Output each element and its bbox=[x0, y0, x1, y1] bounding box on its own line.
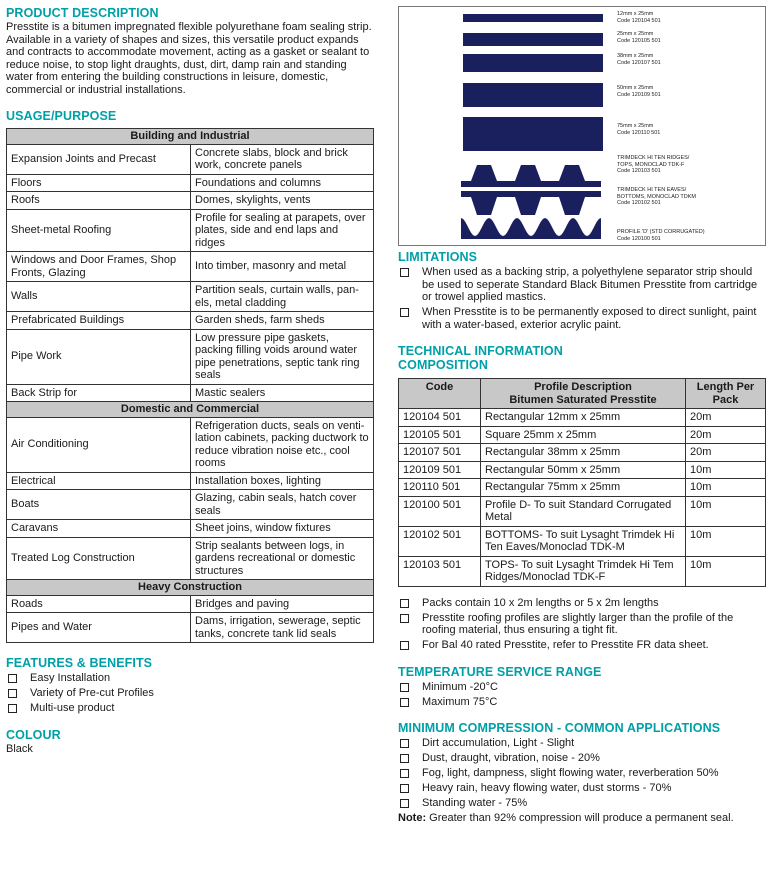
col-length-header-line2: Pack bbox=[712, 393, 739, 406]
note-text: Greater than 92% compression will produce a permanent seal. bbox=[426, 812, 734, 824]
usage-detail: Glazing, cabin seals, hatch cover seals bbox=[191, 490, 374, 520]
usage-application: Electrical bbox=[7, 472, 191, 490]
usage-application: Roads bbox=[7, 595, 191, 613]
composition-length: 10m bbox=[686, 496, 766, 526]
usage-detail: Refrigeration ducts, seals on venti-lation cabinets, packing ductwork to reduce vibration noise etc., cool rooms bbox=[191, 417, 374, 472]
usage-section-row bbox=[7, 580, 374, 596]
technical-heading-line2: COMPOSITION bbox=[398, 358, 488, 372]
features-heading: FEATURES & BENEFITS bbox=[6, 656, 153, 670]
profile-label-line: PROFILE 'D' (STD CORRUGATED) bbox=[617, 229, 705, 235]
feature-item: Easy Installation bbox=[6, 672, 374, 685]
temperature-item: Maximum 75°C bbox=[398, 696, 766, 709]
usage-section-row bbox=[7, 129, 374, 145]
usage-detail: Foundations and columns bbox=[191, 174, 374, 192]
profile-strip-rect bbox=[463, 83, 603, 107]
composition-length: 20m bbox=[686, 426, 766, 444]
profile-strip-shaped bbox=[461, 211, 611, 243]
usage-application: Walls bbox=[7, 282, 191, 312]
composition-row bbox=[399, 461, 766, 479]
profile-strip-rect bbox=[463, 14, 603, 22]
usage-application: Expansion Joints and Precast bbox=[7, 144, 191, 174]
profile-label-line: 12mm x 25mm bbox=[617, 11, 654, 17]
usage-row bbox=[7, 490, 374, 520]
composition-row bbox=[399, 556, 766, 586]
col-profile-header-line1: Profile Description bbox=[534, 381, 632, 393]
usage-detail: Low pressure pipe gaskets, packing filling voids around water pipe penetrations, septic tank ring seals bbox=[191, 329, 374, 384]
compression-item: Dirt accumulation, Light - Slight bbox=[398, 737, 766, 750]
usage-application: Pipes and Water bbox=[7, 613, 191, 643]
usage-table bbox=[6, 128, 374, 643]
composition-code: 120103 501 bbox=[399, 556, 481, 586]
colour-heading: COLOUR bbox=[6, 727, 61, 742]
usage-row bbox=[7, 613, 374, 643]
usage-row bbox=[7, 174, 374, 192]
usage-detail: Dams, irrigation, sewerage, septic tanks, concrete tank lid seals bbox=[191, 613, 374, 643]
composition-row bbox=[399, 444, 766, 462]
usage-detail: Mastic sealers bbox=[191, 384, 374, 402]
usage-detail: Partition seals, curtain walls, pan-els, metal cladding bbox=[191, 282, 374, 312]
usage-row bbox=[7, 472, 374, 490]
composition-code: 120110 501 bbox=[399, 479, 481, 497]
composition-row bbox=[399, 526, 766, 556]
composition-profile: Square 25mm x 25mm bbox=[481, 426, 686, 444]
usage-application: Back Strip for bbox=[7, 384, 191, 402]
usage-application: Caravans bbox=[7, 520, 191, 538]
technical-note-item: Presstite roofing profiles are slightly larger than the profile of the roofing material, thus ensuring a tight fit. bbox=[398, 612, 766, 637]
composition-code: 120102 501 bbox=[399, 526, 481, 556]
profile-label-line: Code 120100 501 bbox=[617, 235, 661, 242]
usage-application: Pipe Work bbox=[7, 329, 191, 384]
profile-label bbox=[617, 155, 689, 175]
usage-detail: Garden sheds, farm sheds bbox=[191, 312, 374, 330]
composition-code: 120109 501 bbox=[399, 461, 481, 479]
composition-length: 20m bbox=[686, 444, 766, 462]
product-description-text: Presstite is a bitumen impregnated flexible polyurethane foam sealing strip. Available in a variety of shapes and sizes, this versatile product expands and contracts to accommodate movement, acting as a gasket or sealant to reduce noise, to stop light draughts, dust, dirt, damp rain and standing water from entering the building constructions in leisure, domestic, commercial or industrial installations. bbox=[6, 21, 372, 96]
limitations-list bbox=[398, 266, 766, 331]
profile-label-line: Code 120104 501 bbox=[617, 17, 661, 24]
usage-application: Windows and Door Frames, Shop Fronts, Glazing bbox=[7, 252, 191, 282]
profile-label-line: 38mm x 25mm bbox=[617, 53, 654, 59]
usage-row bbox=[7, 209, 374, 252]
usage-detail: Installation boxes, lighting bbox=[191, 472, 374, 490]
composition-length: 10m bbox=[686, 479, 766, 497]
usage-detail: Sheet joins, window fixtures bbox=[191, 520, 374, 538]
profile-strip-rect bbox=[463, 54, 603, 72]
col-code-header: Code bbox=[399, 379, 481, 409]
usage-heading: USAGE/PURPOSE bbox=[6, 109, 117, 123]
technical-heading-line1: TECHNICAL INFORMATION bbox=[398, 344, 563, 358]
usage-detail: Profile for sealing at parapets, over plates, side and end laps and ridges bbox=[191, 209, 374, 252]
composition-row bbox=[399, 496, 766, 526]
composition-profile: Rectangular 75mm x 25mm bbox=[481, 479, 686, 497]
usage-row bbox=[7, 312, 374, 330]
profile-strip-shaped bbox=[461, 157, 611, 189]
usage-application: Floors bbox=[7, 174, 191, 192]
profile-label-line: Code 120109 501 bbox=[617, 91, 661, 98]
col-profile-header-line2: Bitumen Saturated Presstite bbox=[509, 393, 657, 406]
col-profile-header bbox=[481, 379, 686, 409]
profile-label-line: Code 120105 501 bbox=[617, 37, 661, 44]
composition-length: 10m bbox=[686, 526, 766, 556]
profile-label-line: TRIMDECK HI TEN RIDGES/ bbox=[617, 155, 690, 161]
profile-label-line: Code 120103 501 bbox=[617, 168, 661, 174]
composition-row bbox=[399, 409, 766, 427]
usage-application: Boats bbox=[7, 490, 191, 520]
colour-value: Black bbox=[6, 742, 33, 755]
composition-profile: Rectangular 38mm x 25mm bbox=[481, 444, 686, 462]
profile-label-line: TOPS, MONOCLAD TDK-F bbox=[617, 161, 685, 168]
limitation-item: When used as a backing strip, a polyethylene separator strip should be used to seperate Standard Black Bitumen Presstite from cartridge or trowel applied mastics. bbox=[398, 266, 766, 304]
usage-row bbox=[7, 537, 374, 580]
compression-note bbox=[398, 812, 766, 825]
composition-table bbox=[398, 378, 766, 587]
composition-length: 10m bbox=[686, 556, 766, 586]
temperature-item: Minimum -20°C bbox=[398, 681, 766, 694]
col-length-header bbox=[686, 379, 766, 409]
usage-detail: Concrete slabs, block and brick work, concrete panels bbox=[191, 144, 374, 174]
technical-note-item: Packs contain 10 x 2m lengths or 5 x 2m lengths bbox=[398, 597, 766, 610]
profile-label bbox=[617, 229, 705, 242]
usage-row bbox=[7, 282, 374, 312]
profile-strip-rect bbox=[463, 117, 603, 151]
technical-note-item: For Bal 40 rated Presstite, refer to Presstite FR data sheet. bbox=[398, 639, 766, 652]
compression-item: Fog, light, dampness, slight flowing water, reverberation 50% bbox=[398, 767, 766, 780]
usage-application: Prefabricated Buildings bbox=[7, 312, 191, 330]
col-length-header-line1: Length Per bbox=[696, 381, 755, 393]
composition-row bbox=[399, 479, 766, 497]
compression-heading: MINIMUM COMPRESSION - COMMON APPLICATIONS bbox=[398, 721, 721, 735]
usage-application: Roofs bbox=[7, 192, 191, 210]
usage-application: Treated Log Construction bbox=[7, 537, 191, 580]
compression-item: Standing water - 75% bbox=[398, 797, 766, 810]
profile-strip-rect bbox=[463, 33, 603, 46]
profile-label-line: Code 120110 501 bbox=[617, 129, 661, 136]
profile-label-line: 50mm x 25mm bbox=[617, 85, 654, 91]
left-column bbox=[6, 6, 374, 755]
profile-label-line: 75mm x 25mm bbox=[617, 123, 654, 129]
profile-label-line: Code 120107 501 bbox=[617, 59, 661, 66]
usage-application: Air Conditioning bbox=[7, 417, 191, 472]
composition-profile: Profile D- To suit Standard Corrugated Metal bbox=[481, 496, 686, 526]
usage-row bbox=[7, 144, 374, 174]
compression-item: Heavy rain, heavy flowing water, dust storms - 70% bbox=[398, 782, 766, 795]
usage-section-title: Building and Industrial bbox=[7, 129, 374, 145]
features-list bbox=[6, 672, 374, 715]
composition-code: 120100 501 bbox=[399, 496, 481, 526]
usage-detail: Domes, skylights, vents bbox=[191, 192, 374, 210]
usage-detail: Strip sealants between logs, in gardens recreational or domestic structures bbox=[191, 537, 374, 580]
right-column bbox=[398, 6, 766, 825]
composition-code: 120105 501 bbox=[399, 426, 481, 444]
composition-profile: TOPS- To suit Lysaght Trimdek Hi Tem Ridges/Monoclad TDK-F bbox=[481, 556, 686, 586]
compression-list bbox=[398, 737, 766, 810]
profile-label bbox=[617, 53, 661, 66]
feature-item: Variety of Pre-cut Profiles bbox=[6, 687, 374, 700]
usage-row bbox=[7, 329, 374, 384]
profile-strip-path bbox=[461, 165, 601, 187]
profile-label-line: BOTTOMS, MONOCLAD TDKM bbox=[617, 193, 696, 200]
profile-samples-image bbox=[398, 6, 766, 246]
limitations-heading: LIMITATIONS bbox=[398, 250, 478, 264]
usage-section-title: Domestic and Commercial bbox=[7, 402, 374, 418]
profile-label-line: Code 120102 501 bbox=[617, 200, 661, 206]
usage-application: Sheet-metal Roofing bbox=[7, 209, 191, 252]
limitation-item: When Presstite is to be permanently exposed to direct sunlight, paint with a water-based, exterior acrylic paint. bbox=[398, 306, 766, 331]
usage-row bbox=[7, 595, 374, 613]
usage-row bbox=[7, 252, 374, 282]
usage-row bbox=[7, 384, 374, 402]
usage-row bbox=[7, 417, 374, 472]
composition-profile: Rectangular 12mm x 25mm bbox=[481, 409, 686, 427]
composition-row bbox=[399, 426, 766, 444]
usage-row bbox=[7, 192, 374, 210]
profile-label bbox=[617, 85, 661, 98]
usage-detail: Bridges and paving bbox=[191, 595, 374, 613]
usage-row bbox=[7, 520, 374, 538]
profile-label-line: 25mm x 25mm bbox=[617, 31, 654, 37]
temperature-heading: TEMPERATURE SERVICE RANGE bbox=[398, 664, 602, 679]
note-label: Note: bbox=[398, 812, 427, 824]
profile-label bbox=[617, 187, 696, 207]
usage-detail: Into timber, masonry and metal bbox=[191, 252, 374, 282]
composition-profile: BOTTOMS- To suit Lysaght Trimdek Hi Ten Eaves/Monoclad TDK-M bbox=[481, 526, 686, 556]
profile-label bbox=[617, 123, 660, 136]
profile-label-line: TRIMDECK HI TEN EAVES/ bbox=[617, 187, 687, 193]
composition-length: 10m bbox=[686, 461, 766, 479]
usage-section-title: Heavy Construction bbox=[7, 580, 374, 596]
profile-label bbox=[617, 31, 661, 44]
composition-code: 120107 501 bbox=[399, 444, 481, 462]
product-description-heading: PRODUCT DESCRIPTION bbox=[6, 6, 159, 20]
feature-item: Multi-use product bbox=[6, 702, 374, 715]
composition-code: 120104 501 bbox=[399, 409, 481, 427]
composition-length: 20m bbox=[686, 409, 766, 427]
technical-heading bbox=[398, 344, 766, 372]
technical-notes-list bbox=[398, 597, 766, 652]
profile-strip-path bbox=[461, 218, 601, 239]
compression-item: Dust, draught, vibration, noise - 20% bbox=[398, 752, 766, 765]
profile-label bbox=[617, 11, 661, 24]
usage-section-row bbox=[7, 402, 374, 418]
temperature-list bbox=[398, 681, 766, 709]
composition-profile: Rectangular 50mm x 25mm bbox=[481, 461, 686, 479]
